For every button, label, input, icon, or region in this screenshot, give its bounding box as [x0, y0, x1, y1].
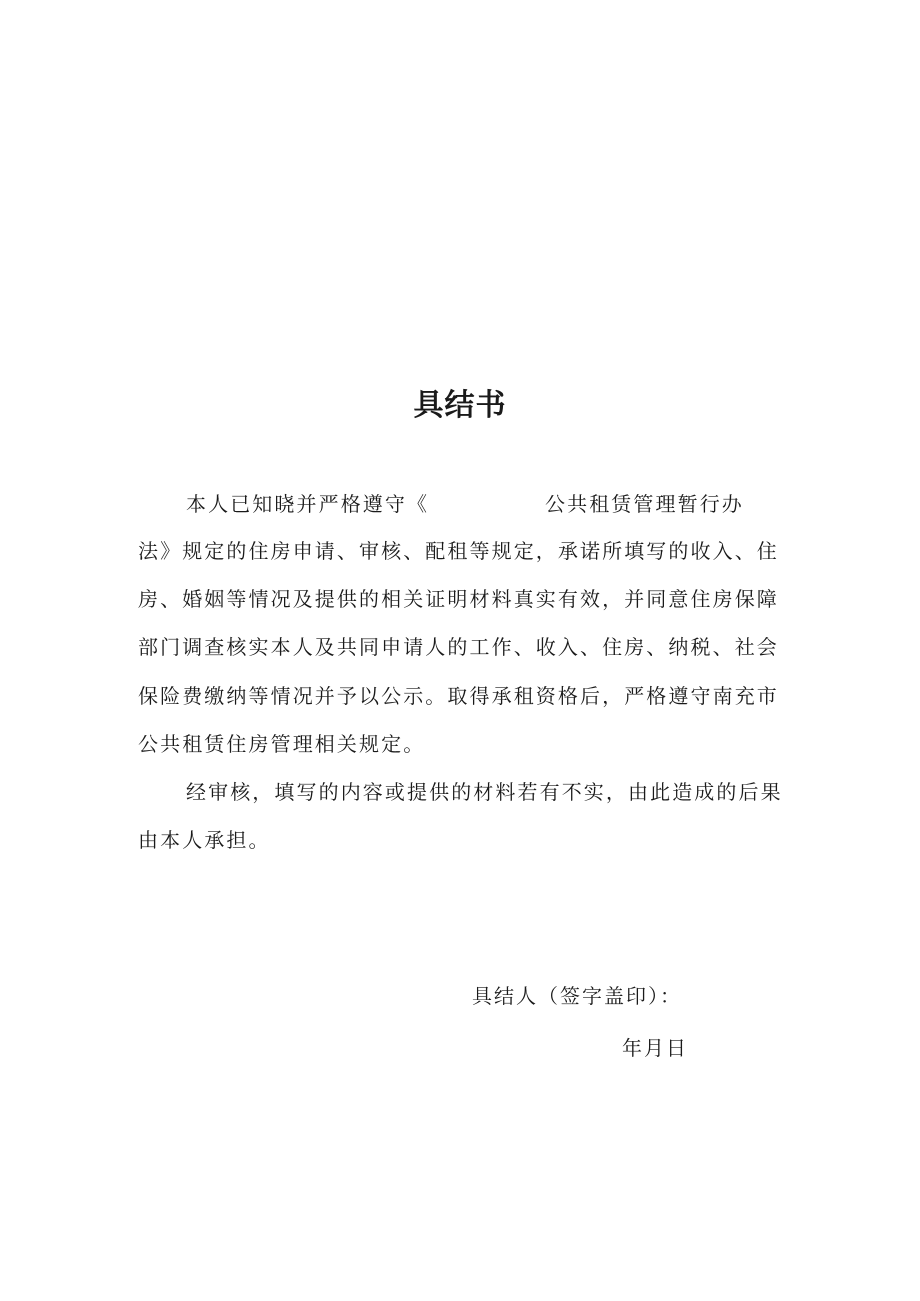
paragraph1-line5: 保险费缴纳等情况并予以公示。取得承租资格后，严格遵守南充市	[138, 684, 779, 708]
paragraph1-line4: 部门调查核实本人及共同申请人的工作、收入、住房、纳税、社会	[138, 635, 779, 659]
paragraph1-line1-end: 公共租赁管理暂行办	[545, 492, 744, 516]
paragraph2-line1: 经审核，填写的内容或提供的材料若有不实，由此造成的后果	[186, 780, 783, 804]
document-title: 具结书	[413, 388, 507, 423]
paragraph2-line2: 由本人承担。	[138, 828, 271, 852]
date-label: 年月日	[622, 1036, 688, 1060]
paragraph1-line6: 公共租赁住房管理相关规定。	[138, 732, 426, 756]
paragraph1-line2: 法》规定的住房申请、审核、配租等规定，承诺所填写的收入、住	[138, 539, 779, 563]
paragraph1-line3: 房、婚姻等情况及提供的相关证明材料真实有效，并同意住房保障	[138, 587, 779, 611]
paragraph1-line1-start: 本人已知晓并严格遵守《	[186, 492, 430, 516]
signature-label: 具结人（签字盖印）：	[472, 984, 682, 1008]
